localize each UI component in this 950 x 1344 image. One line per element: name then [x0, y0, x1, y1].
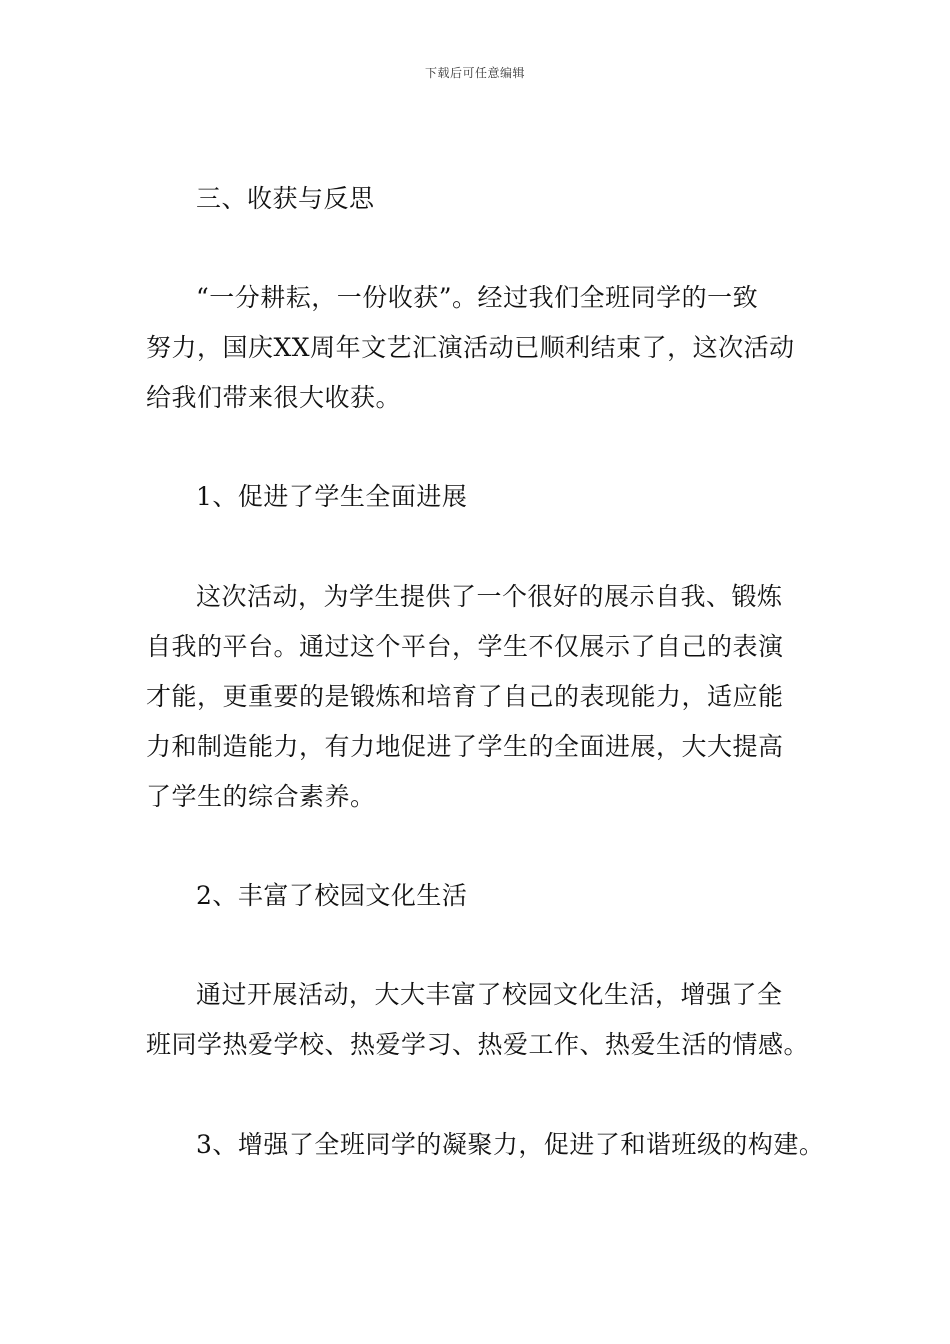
section-heading: 三、收获与反思: [196, 184, 375, 213]
intro-line: 给我们带来很大收获。: [146, 383, 402, 412]
point2-heading: 2、丰富了校园文化生活: [196, 881, 468, 910]
intro-line: 努力，国庆XX周年文艺汇演活动已顺利结束了，这次活动: [146, 333, 795, 362]
point1-line: 自我的平台。通过这个平台，学生不仅展示了自己的表演: [146, 632, 784, 661]
point3-heading: 3、增强了全班同学的凝聚力，促进了和谐班级的构建。: [196, 1130, 825, 1159]
point1-line: 力和制造能力，有力地促进了学生的全面进展，大大提高: [146, 732, 784, 761]
intro-line: “一分耕耘，一份收获”。经过我们全班同学的一致: [196, 283, 759, 312]
point2-line: 班同学热爱学校、热爱学习、热爱工作、热爱生活的情感。: [146, 1030, 810, 1059]
point1-line: 这次活动，为学生提供了一个很好的展示自我、锻炼: [196, 582, 783, 611]
page-header-note: 下载后可任意编辑: [424, 66, 525, 80]
point1-heading: 1、促进了学生全面进展: [196, 482, 468, 511]
point2-line: 通过开展活动，大大丰富了校园文化生活，增强了全: [196, 980, 783, 1009]
point1-line: 才能，更重要的是锻炼和培育了自己的表现能力，适应能: [146, 682, 784, 711]
point1-line: 了学生的综合素养。: [146, 782, 376, 811]
